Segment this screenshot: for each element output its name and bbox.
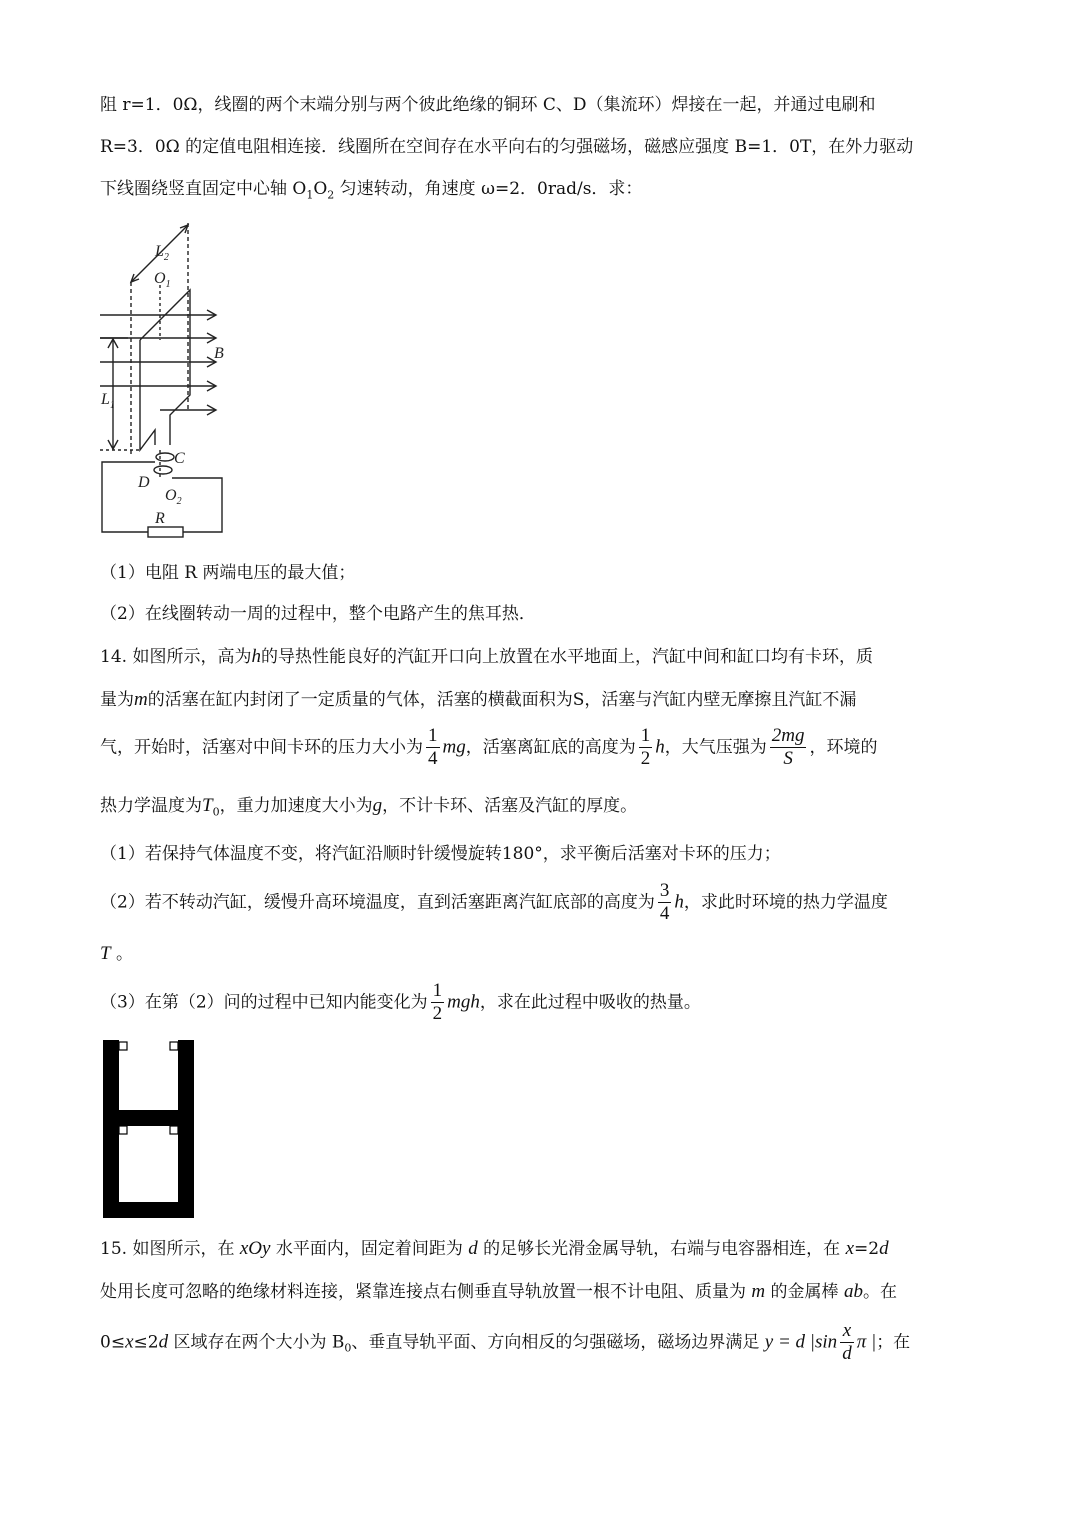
fraction-1-2: $\frac{1}{2}$ (640, 725, 651, 769)
coil-generator-figure (95, 215, 235, 545)
q14-line-4: 热力学温度为$T_0$，重力加速度大小为g，不计卡环、活塞及汽缸的厚度。 (100, 795, 638, 819)
q14-part-1: （1）若保持气体温度不变，将汽缸沿顺时针缓慢旋转180°，求平衡后活塞对卡环的压力； (100, 844, 781, 864)
label-L2: $L_2$ (155, 243, 169, 263)
label-C: C (174, 450, 185, 467)
q15-line-2: 处用长度可忽略的绝缘材料连接，紧靠连接点右侧垂直导轨放置一根不计电阻、质量为 m 的金属棒 ab。在 (100, 1281, 897, 1302)
q14-line-3: 气，开始时，活塞对中间卡环的压力大小为 $\frac{1}{4}$ mg，活塞离缸底的高度为 $\frac{1}{2}$ h，大气压强为 $\frac{2mg}{S}$ ，环境的 (100, 725, 878, 769)
label-L1: $L_1$ (101, 391, 115, 411)
q15-line-3: 0≤x≤2d 区域存在两个大小为 $B_0$、垂直导轨平面、方向相反的匀强磁场，磁场边界满足 y = d |sin $\frac{x}{d}$ π |；在 (100, 1320, 911, 1364)
fraction-2mg-S: $\frac{2mg}{S}$ (771, 725, 805, 769)
label-B: B (214, 345, 224, 362)
label-D: D (138, 474, 150, 491)
q14-part-2-cont: T 。 (100, 943, 133, 964)
fraction-x-d: $\frac{x}{d}$ (842, 1320, 852, 1364)
label-R: R (155, 510, 165, 527)
intro-line-1: 阻 r=1．0Ω，线圈的两个末端分别与两个彼此绝缘的铜环 C、D（集流环）焊接在一起，并通过电刷和 (100, 95, 876, 115)
intro-line-2: R=3．0Ω 的定值电阻相连接．线圈所在空间存在水平向右的匀强磁场，磁感应强度 B=1．0T，在外力驱动 (100, 137, 914, 157)
fraction-1-4: $\frac{1}{4}$ (428, 725, 438, 769)
intro-line-3: 下线圈绕竖直固定中心轴 $O_1O_2$ 匀速转动，角速度 ω=2．0rad/s．求： (100, 179, 643, 202)
q13-part-1: （1）电阻 R 两端电压的最大值； (100, 563, 356, 583)
label-O2: $O_2$ (165, 487, 182, 507)
fraction-3-4: $\frac{3}{4}$ (659, 880, 670, 924)
q14-part-3: （3）在第（2）问的过程中已知内能变化为 $\frac{1}{2}$ mgh，求在此过程中吸收的热量。 (100, 980, 701, 1024)
q14-part-2: （2）若不转动汽缸，缓慢升高环境温度，直到活塞距离汽缸底部的高度为 $\frac{3}{4}$ h，求此时环境的热力学温度 (100, 880, 888, 924)
cylinder-figure (100, 1038, 200, 1220)
q15-line-1: 15. 如图所示，在 xOy 水平面内，固定着间距为 d 的足够长光滑金属导轨，右端与电容器相连，在 x=2d (100, 1238, 889, 1259)
q14-line-2: 量为m的活塞在缸内封闭了一定质量的气体，活塞的横截面积为S，活塞与汽缸内壁无摩擦且汽缸不漏 (100, 689, 857, 710)
q14-line-1: 14. 如图所示，高为h的导热性能良好的汽缸开口向上放置在水平地面上，汽缸中间和缸口均有卡环，质 (100, 646, 873, 667)
label-O1: $O_1$ (154, 270, 171, 290)
fraction-1-2b: $\frac{1}{2}$ (432, 980, 443, 1024)
q13-part-2: （2）在线圈转动一周的过程中，整个电路产生的焦耳热． (100, 604, 536, 624)
